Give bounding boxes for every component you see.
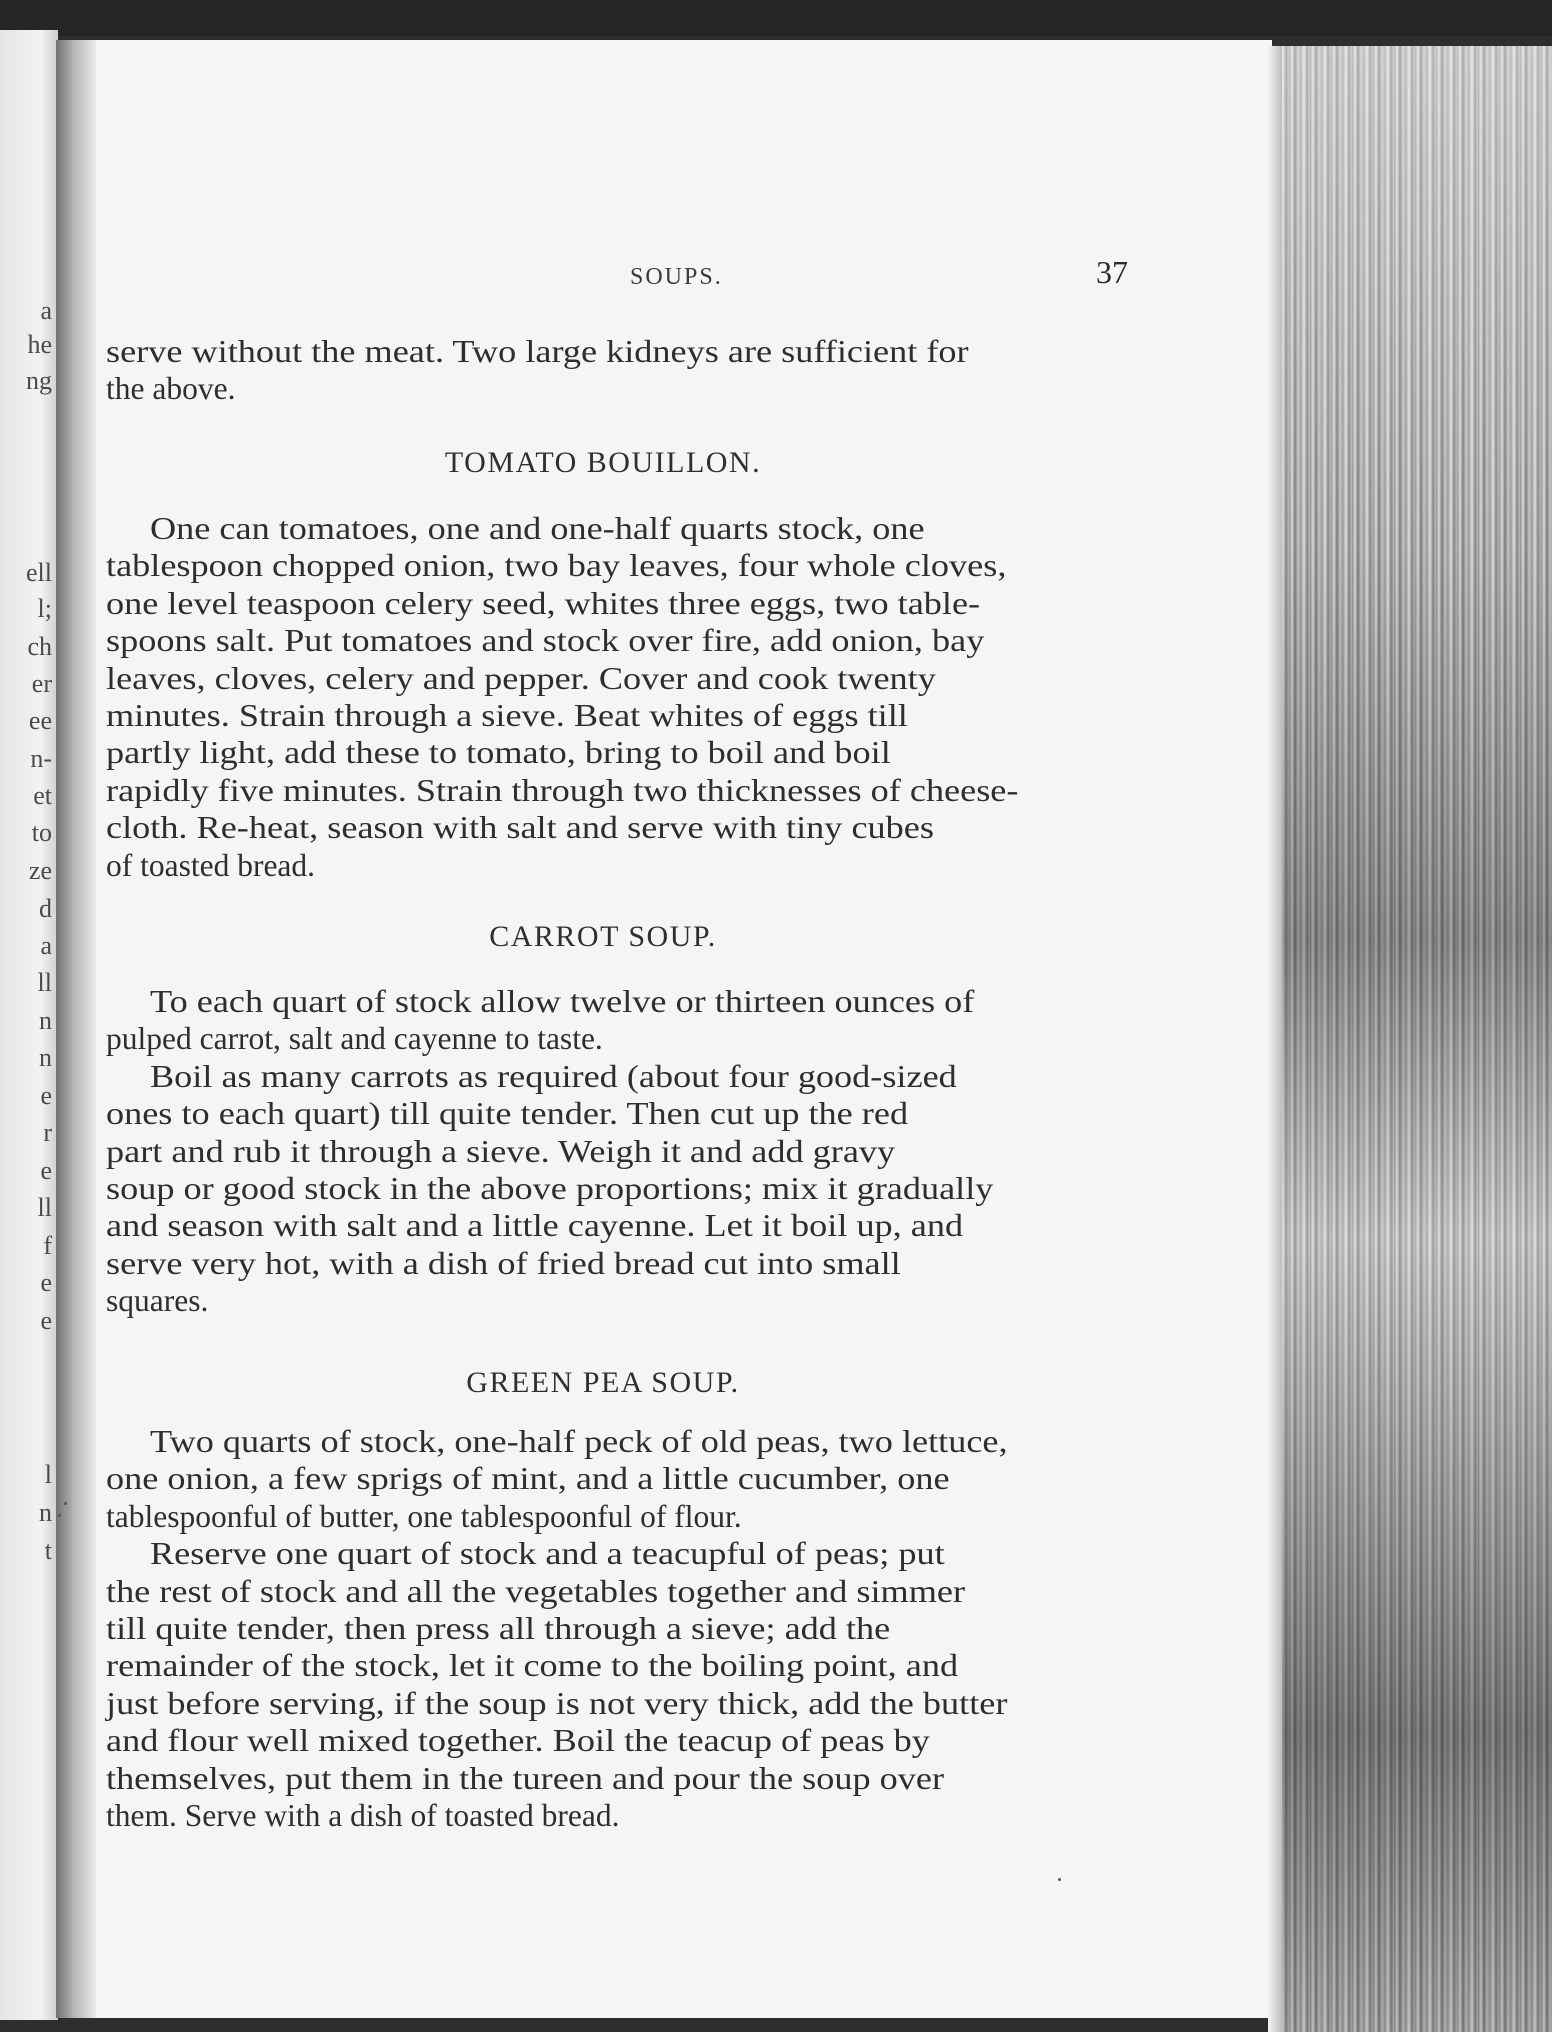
facing-page-fragment: et (33, 781, 52, 810)
text-line: To each quart of stock allow twelve or thirteen ounces of (150, 984, 975, 1019)
facing-page-fragment: e (40, 1081, 52, 1110)
facing-page-fragment: he (27, 330, 52, 359)
facing-page-fragment: r (43, 1118, 52, 1147)
section-heading: TOMATO BOUILLON. (444, 446, 762, 479)
facing-page-fragment: e (40, 1306, 52, 1335)
book-fore-edge (1268, 46, 1552, 2032)
facing-page-fragment: d (39, 894, 52, 923)
facing-page-fragment: n (39, 1043, 52, 1072)
text-line: the above. (106, 371, 236, 406)
text-line: just before serving, if the soup is not very thick, add the butter (106, 1685, 1008, 1721)
text-line: of toasted bread. (106, 847, 316, 883)
text-line: squares. (106, 1283, 209, 1319)
facing-page-fragment: n- (30, 744, 52, 773)
section-heading: CARROT SOUP. (489, 920, 717, 953)
facing-page-fragment: a (40, 931, 52, 960)
text-line: remainder of the stock, let it come to the boiling point, and (106, 1648, 959, 1684)
facing-page-fragment: n (39, 1006, 52, 1035)
facing-page-fragment: n (39, 1498, 52, 1527)
text-line: them. Serve with a dish of toasted bread. (106, 1798, 620, 1833)
facing-page-edge (0, 30, 58, 2020)
facing-page-fragment: ze (28, 856, 52, 885)
text-line: one onion, a few sprigs of mint, and a little cucumber, one (106, 1461, 950, 1497)
page-gutter (56, 40, 98, 2018)
paper-speck (58, 1514, 61, 1517)
text-line: rapidly five minutes. Strain through two thicknesses of cheese- (106, 772, 1019, 808)
text-line: leaves, cloves, celery and pepper. Cover and cook twenty (106, 660, 936, 696)
paper-speck (1058, 1878, 1061, 1881)
text-line: till quite tender, then press all through a sieve; add the (106, 1611, 891, 1646)
facing-page-fragment: ll (37, 968, 52, 997)
text-line: partly light, add these to tomato, bring to boil and boil (106, 735, 891, 771)
facing-page-fragment: a (40, 296, 52, 325)
facing-page-fragment: t (44, 1536, 52, 1565)
facing-page-fragment: l; (37, 594, 52, 623)
text-line: One can tomatoes, one and one-half quarts stock, one (150, 511, 925, 546)
facing-page-fragment: e (40, 1156, 52, 1185)
text-line: cloth. Re-heat, season with salt and serve with tiny cubes (106, 810, 934, 846)
facing-page-fragment: er (31, 669, 52, 698)
facing-page-fragment: ch (27, 632, 52, 661)
facing-page-fragment: l (44, 1460, 52, 1489)
facing-page-fragment: ng (26, 366, 52, 395)
facing-page-fragment: f (43, 1231, 52, 1260)
text-line: and flour well mixed together. Boil the teacup of peas by (106, 1723, 930, 1759)
text-line: themselves, put them in the tureen and pour the soup over (106, 1760, 945, 1796)
facing-page-fragment: ee (28, 706, 52, 735)
text-line: Boil as many carrots as required (about four good-sized (150, 1058, 957, 1094)
text-line: soup or good stock in the above proportions; mix it gradually (106, 1171, 994, 1206)
text-line: the rest of stock and all the vegetables together and simmer (106, 1573, 966, 1609)
facing-page-fragment: to (31, 818, 52, 847)
paper-speck (64, 1502, 67, 1505)
text-line: ones to each quart) till quite tender. Then cut up the red (106, 1096, 909, 1132)
text-line: minutes. Strain through a sieve. Beat whites of eggs till (106, 698, 908, 733)
text-line: tablespoonful of butter, one tablespoonful of flour. (106, 1498, 742, 1534)
text-line: part and rub it through a sieve. Weigh it and add gravy (106, 1133, 896, 1169)
text-line: serve very hot, with a dish of fried bread cut into small (106, 1245, 901, 1281)
section-heading: GREEN PEA SOUP. (466, 1366, 740, 1399)
scanner-bed (0, 0, 1552, 36)
text-line: tablespoon chopped onion, two bay leaves, four whole cloves, (106, 548, 1007, 584)
book-page (96, 40, 1272, 2018)
text-line: serve without the meat. Two large kidneys are sufficient for (106, 334, 969, 369)
text-line: spoons salt. Put tomatoes and stock over fire, add onion, bay (106, 623, 985, 659)
facing-page-fragment: e (40, 1268, 52, 1297)
text-line: Reserve one quart of stock and a teacupful of peas; put (150, 1536, 945, 1572)
text-line: one level teaspoon celery seed, whites three eggs, two table- (106, 585, 981, 621)
running-head: SOUPS. (630, 264, 723, 290)
facing-page-fragment: ll (37, 1193, 52, 1222)
text-line: Two quarts of stock, one-half peck of old peas, two lettuce, (150, 1424, 1008, 1459)
page-number: 37 (1096, 254, 1128, 290)
text-line: pulped carrot, salt and cayenne to taste. (106, 1021, 603, 1057)
facing-page-fragment: ell (26, 558, 52, 587)
text-line: and season with salt and a little cayenne. Let it boil up, and (106, 1208, 964, 1244)
